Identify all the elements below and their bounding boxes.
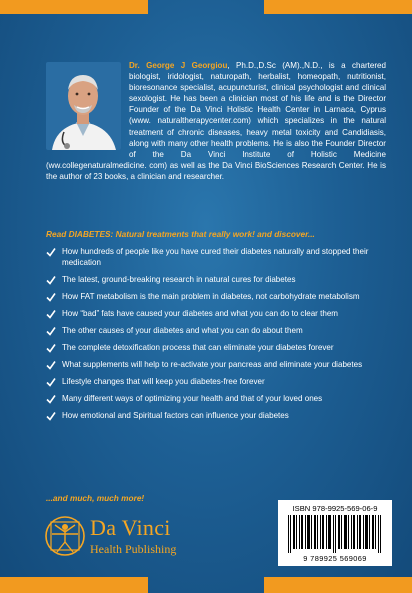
much-more-text: ...and much, much more!	[46, 493, 145, 503]
benefit-list	[46, 247, 376, 429]
check-icon	[46, 326, 56, 336]
list-item: Lifestyle changes that will keep you diabetes-free forever	[46, 377, 376, 388]
list-item: How hundreds of people like you have cured their diabetes naturally and stopped their medication	[46, 247, 376, 268]
list-item: The complete detoxification process that can eliminate your diabetes forever	[46, 343, 376, 354]
check-icon	[46, 343, 56, 353]
check-icon	[46, 394, 56, 404]
vitruvian-man-icon	[44, 515, 86, 557]
publisher-subtitle: Health Publishing	[90, 542, 177, 556]
check-icon	[46, 247, 56, 257]
orange-corner-top-right	[264, 0, 412, 14]
list-item: The other causes of your diabetes and what you can do about them	[46, 326, 376, 337]
author-photo	[46, 62, 121, 150]
check-icon	[46, 292, 56, 302]
check-icon	[46, 377, 56, 387]
list-item: How emotional and Spiritual factors can influence your diabetes	[46, 411, 376, 422]
orange-corner-bottom-left	[0, 577, 148, 593]
list-item: What supplements will help to re-activate your pancreas and eliminate your diabetes	[46, 360, 376, 371]
check-icon	[46, 309, 56, 319]
check-icon	[46, 360, 56, 370]
list-item: The latest, ground-breaking research in natural cures for diabetes	[46, 275, 376, 286]
list-item: Many different ways of optimizing your health and that of your loved ones	[46, 394, 376, 405]
list-item: How “bad” fats have caused your diabetes and what you can do to clear them	[46, 309, 376, 320]
headline: Read DIABETES: Natural treatments that really work! and discover...	[46, 229, 315, 239]
author-bio	[46, 60, 386, 182]
isbn-label: ISBN 978-9925-569-06-9	[292, 504, 378, 513]
list-item: How FAT metabolism is the main problem in diabetes, not carbohydrate metabolism	[46, 292, 376, 303]
publisher-logo	[44, 515, 204, 560]
orange-corner-top-left	[0, 0, 148, 14]
barcode-bars	[288, 515, 382, 553]
barcode	[278, 500, 392, 566]
check-icon	[46, 275, 56, 285]
publisher-name: Da Vinci	[90, 515, 171, 540]
barcode-digits: 9 789925 569069	[303, 554, 367, 563]
orange-corner-bottom-right	[264, 577, 412, 593]
bio-body: , Ph.D.,D.Sc (AM).,N.D., is a chartered biologist, iridologist, naturopath, herbalist, homeopath, nutritionist, bioresonance specialist, acupuncturist, clinical psychologist and clinical sexologist. He has been a clinician most of his life and is the Director Founder of the Da Vinci Holistic Health Center in Larnaca, Cyprus (www. naturaltherapycenter.com) which specializes in the natural treatment of chronic diseases, heavy metal toxicity and Candidiasis, along with many other health problems. He is also the Founder Director of the Da Vinci Institute of Holistic Medicine (ww.collegenaturalmedicine. com) as well as the Da Vinci BioSciences Research Center. He is the author of 23 books, a clinician and researcher.	[46, 61, 386, 181]
author-name: Dr. George J Georgiou	[129, 61, 228, 70]
check-icon	[46, 411, 56, 421]
